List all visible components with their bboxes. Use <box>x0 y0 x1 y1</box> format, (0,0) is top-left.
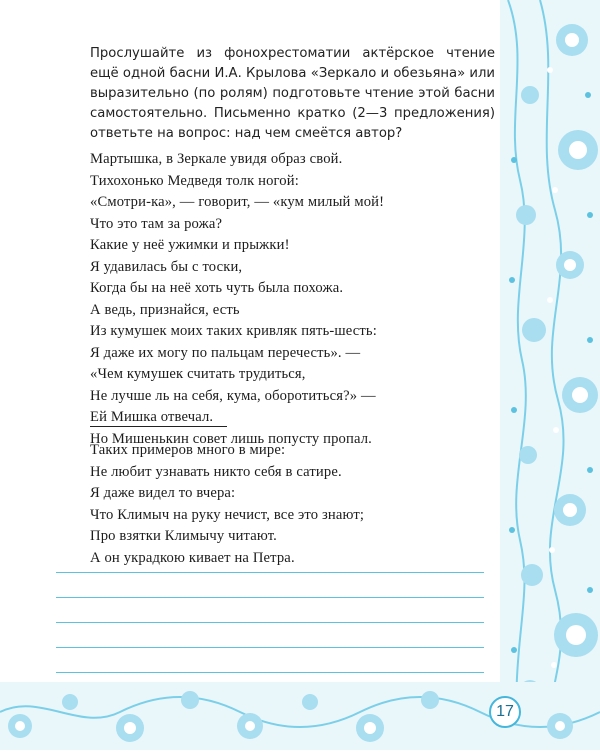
poem-line: Таких примеров много в мире: <box>90 442 286 458</box>
answer-writing-line[interactable] <box>56 672 484 673</box>
poem-line: А ведь, признайся, есть <box>90 301 240 318</box>
fable-moral-text <box>90 440 490 569</box>
poem-line: Я даже видел то вчера: <box>90 485 236 501</box>
poem-line: Я даже их могу по пальцам перечесть». — <box>90 344 361 361</box>
poem-line: Но Мишенькин совет лишь попусту пропал. <box>90 430 372 447</box>
floral-ornament-right <box>500 0 600 750</box>
poem-line: «Смотри-ка», — говорит, — «кум милый мой! <box>90 194 385 210</box>
poem-line: Я удавилась бы с тоски, <box>90 258 243 275</box>
poem-line: «Чем кумушек считать трудиться, <box>90 366 306 382</box>
page-number: 17 <box>489 696 521 728</box>
poem-line: Тихохонько Медведя толк ногой: <box>90 172 299 189</box>
poem-line: Мартышка, в Зеркале увидя образ свой. <box>90 151 343 167</box>
answer-writing-line[interactable] <box>56 622 484 623</box>
poem-line: Ей Мишка отвечал. <box>90 409 214 425</box>
poem-line: А он украдкою кивает на Петра. <box>90 549 295 566</box>
poem-line: Из кумушек моих таких кривляк пять-шесть: <box>90 323 377 339</box>
answer-writing-line[interactable] <box>56 572 484 573</box>
answer-writing-line[interactable] <box>56 647 484 648</box>
poem-line: Когда бы на неё хоть чуть была похожа. <box>90 280 344 296</box>
poem-line: Что Климыч на руку нечист, все это знают; <box>90 506 365 523</box>
fable-main-text <box>90 149 490 450</box>
poem-line: Какие у неё ужимки и прыжки! <box>90 237 290 253</box>
floral-ornament-right-art <box>500 0 600 750</box>
poem-line: Не любит узнавать никто себя в сатире. <box>90 463 342 480</box>
answer-writing-line[interactable] <box>56 597 484 598</box>
poem-line: Не лучше ль на себя, кума, оборотиться?» — <box>90 387 376 404</box>
separator-rule <box>90 426 227 427</box>
poem-line: Про взятки Климычу читают. <box>90 528 277 544</box>
task-instruction: Прослушайте из фонохрестоматии актёрское чтение ещё одной басни И.А. Крылова «Зеркало и обезьяна» или выразительно (по ролям) подготовьте чтение этой басни самостоятельно. Письменно кратко (2—3 предложения) ответьте на вопрос: над чем смеётся автор? <box>90 46 495 141</box>
poem-line: Что это там за рожа? <box>90 215 223 232</box>
